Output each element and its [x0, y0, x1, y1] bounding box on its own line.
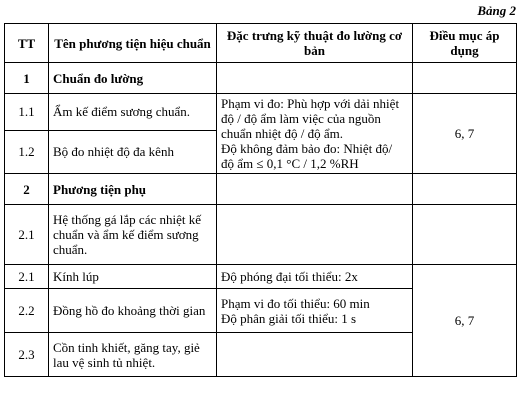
header-name: Tên phương tiện hiệu chuẩn — [49, 24, 217, 63]
spec-range: Phạm vi đo tối thiểu: 60 min — [221, 295, 370, 311]
row-spec — [217, 289, 413, 333]
row-name: Đồng hồ đo khoảng thời gian — [49, 289, 217, 333]
row-number: 2.1 — [5, 265, 49, 289]
section-2-ref-empty — [413, 174, 517, 205]
row-number: 2.1 — [5, 205, 49, 265]
row-spec — [217, 205, 413, 265]
row-name: Cồn tinh khiết, găng tay, giẻ lau vệ sinh tủ nhiệt. — [49, 333, 217, 377]
section-2-ref: 6, 7 — [413, 265, 517, 377]
section-2-row — [5, 174, 517, 205]
section-1-spec-empty — [217, 63, 413, 94]
table-caption: Bảng 2 — [477, 3, 516, 18]
row-spec: Độ phóng đại tối thiểu: 2x — [217, 265, 413, 289]
section-1-spec — [217, 94, 413, 174]
row-ref-empty — [413, 205, 517, 265]
section-1-number: 1 — [5, 63, 49, 94]
row-number: 2.2 — [5, 289, 49, 333]
row-name: Ẩm kế điểm sương chuẩn. — [49, 94, 217, 131]
section-2-title: Phương tiện phụ — [49, 174, 217, 205]
row-number: 2.3 — [5, 333, 49, 377]
spec-uncertainty: Độ không đảm bảo đo: Nhiệt độ/ độ ẩm ≤ 0,1 °C / 1,2 %RH — [221, 141, 393, 171]
section-1-ref-empty — [413, 63, 517, 94]
table-row — [5, 94, 517, 131]
row-number: 1.2 — [5, 130, 49, 173]
spec-range: Phạm vi đo: Phù hợp với dải nhiệt độ / độ ẩm làm việc của nguồn chuẩn nhiệt độ / độ ẩm. — [221, 96, 400, 141]
row-name: Hệ thống gá lắp các nhiệt kế chuẩn và ẩm kế điểm sương chuẩn. — [49, 205, 217, 265]
row-number: 1.1 — [5, 94, 49, 131]
calibration-equipment-table — [4, 23, 517, 377]
header-ref: Điều mục áp dụng — [413, 24, 517, 63]
section-2-number: 2 — [5, 174, 49, 205]
header-tt: TT — [5, 24, 49, 63]
row-name: Bộ đo nhiệt độ đa kênh — [49, 130, 217, 173]
table-row — [5, 205, 517, 265]
header-spec: Đặc trưng kỹ thuật đo lường cơ bản — [217, 24, 413, 63]
table-row — [5, 265, 517, 289]
section-1-ref: 6, 7 — [413, 94, 517, 174]
section-1-row — [5, 63, 517, 94]
row-name: Kính lúp — [49, 265, 217, 289]
section-1-title: Chuẩn đo lường — [49, 63, 217, 94]
row-spec — [217, 333, 413, 377]
table-header-row — [5, 24, 517, 63]
spec-resolution: Độ phân giải tối thiểu: 1 s — [221, 310, 357, 326]
section-2-spec-empty — [217, 174, 413, 205]
